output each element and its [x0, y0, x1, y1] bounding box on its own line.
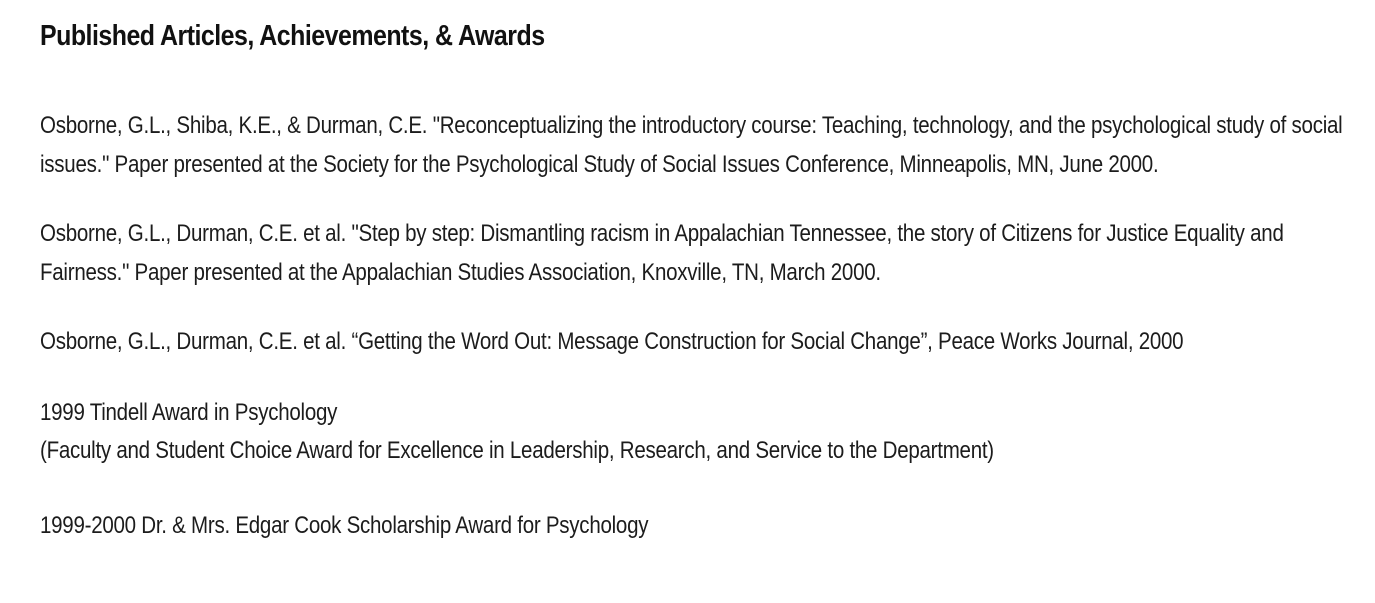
award-description: (Faculty and Student Choice Award for Excellence in Leadership, Research, and Service to the Department) — [40, 437, 994, 464]
publication-entry — [40, 215, 1355, 292]
page-title: Published Articles, Achievements, & Awards — [40, 20, 545, 52]
award-title: 1999-2000 Dr. & Mrs. Edgar Cook Scholarship Award for Psychology — [40, 511, 649, 539]
award-entry — [40, 394, 1355, 471]
entries-list — [40, 107, 1355, 545]
publication-text: Osborne, G.L., Shiba, K.E., & Durman, C.E. "Reconceptualizing the introductory course: Teaching, technology, and the psychological study of social issues." Paper presented at the Society for the Psychological Study of Social Issues Conference, Minneapolis, MN, June 2000. — [40, 112, 1343, 178]
publication-entry — [40, 323, 1355, 362]
award-entry — [40, 507, 1355, 546]
award-text-block — [40, 394, 1365, 471]
publication-text: Osborne, G.L., Durman, C.E. et al. “Getting the Word Out: Message Construction for Social Change”, Peace Works Journal, 2000 — [40, 328, 1184, 355]
publication-entry — [40, 107, 1355, 184]
award-title: 1999 Tindell Award in Psychology — [40, 398, 338, 426]
publication-text: Osborne, G.L., Durman, C.E. et al. "Step by step: Dismantling racism in Appalachian Tennessee, the story of Citizens for Justice Equality and Fairness." Paper presented at the Appalachian Studies Association, Knoxville, TN, March 2000. — [40, 220, 1284, 286]
